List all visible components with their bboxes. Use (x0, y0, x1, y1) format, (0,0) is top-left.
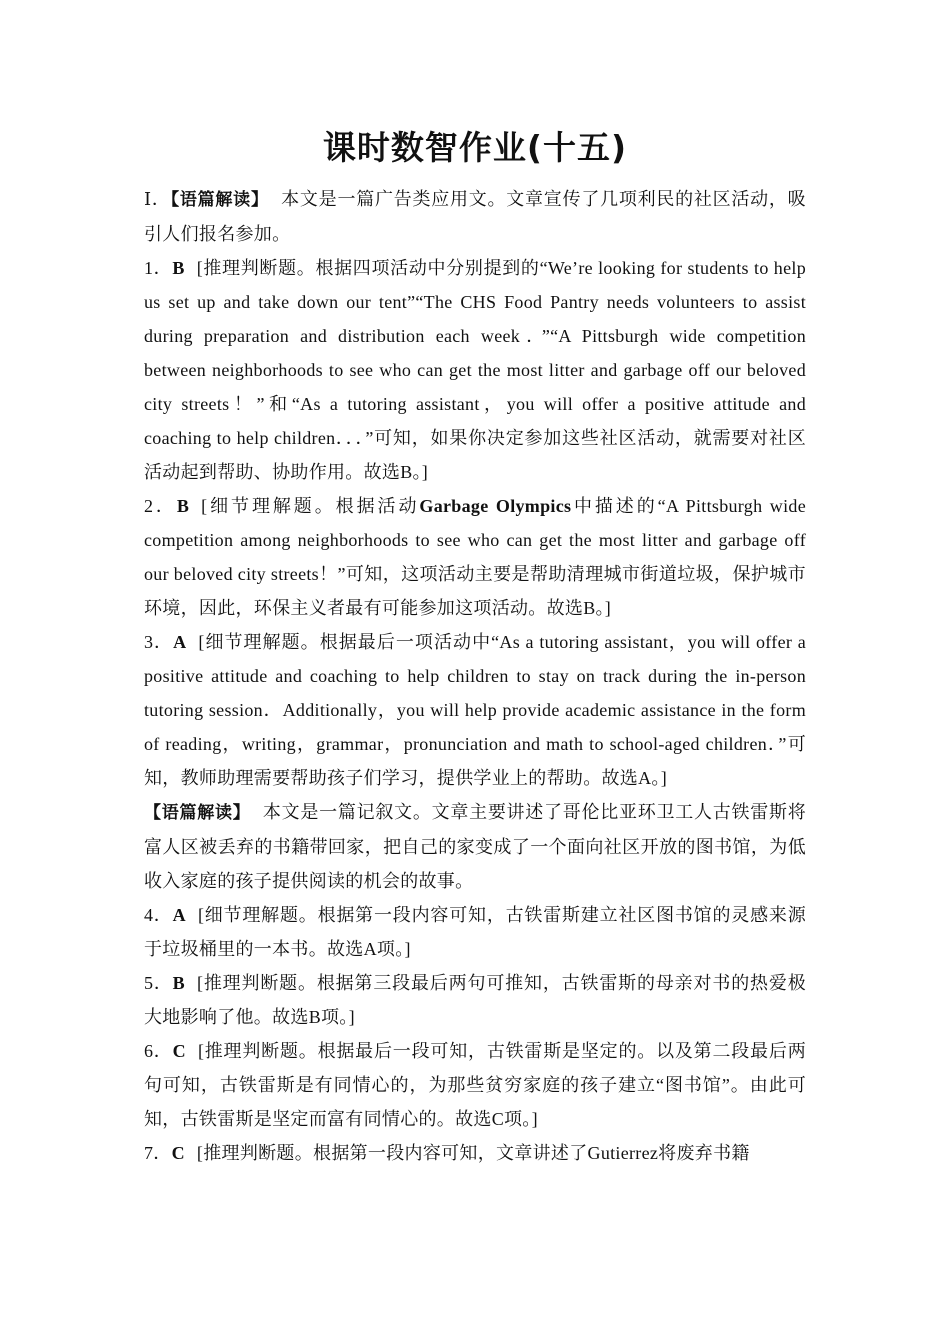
answer-5 (144, 966, 806, 1034)
answer-6 (144, 1034, 806, 1136)
answer-7-num: 7． (144, 1143, 172, 1163)
answer-5-num: 5． (144, 973, 173, 993)
answer-2-letter: B (176, 496, 190, 516)
answer-3-letter: A (173, 632, 187, 652)
section1-label: 【语篇解读】 (170, 190, 269, 210)
answer-2-text: 中描述的“A Pittsburgh wide competition among neighborhoods to see who can get the most litter and garbage off our beloved city streets！”可知，这项活动主要是帮助清理城市街道垃圾，保护城市环境，因此，环保主义者最有可能参加这项活动。故选B。] (144, 496, 806, 618)
answer-5-letter: B (172, 973, 185, 993)
answer-7 (144, 1136, 806, 1170)
answer-1-letter: B (172, 258, 185, 278)
answer-4-text: [细节理解题。根据第一段内容可知，古铁雷斯建立社区图书馆的灵感来源于垃圾桶里的一本书。故选A项。] (144, 905, 807, 959)
answer-6-text: [推理判断题。根据最后一段可知，古铁雷斯是坚定的。以及第二段最后两句可知，古铁雷斯是有同情心的，为那些贫穷家庭的孩子建立“图书馆”。由此可知，古铁雷斯是坚定而富有同情心的。故选C项。] (144, 1041, 807, 1129)
section2-text: 本文是一篇记叙文。文章主要讲述了哥伦比亚环卫工人古铁雷斯将富人区被丢弃的书籍带回家，把自己的家变成了一个面向社区开放的图书馆，为低收入家庭的孩子提供阅读的机会的故事。 (144, 802, 806, 891)
document-page (144, 118, 806, 1170)
answer-4-num: 4． (144, 905, 173, 925)
answer-1-num: 1． (144, 258, 173, 278)
answer-3-num: 3． (144, 632, 174, 652)
answer-1-text: [推理判断题。根据四项活动中分别提到的“We’re looking for students to help us set up and take down our tent”“The CHS Food Pantry needs volunteers to assist during preparation and distribution each week．”“A Pittsburgh wide competition between neighborhoods to see who can get the most litter and garbage off our beloved city streets！”和“As a tutoring assistant，you will offer a positive attitude and coaching to help children．．．”可知，如果你决定参加这些社区活动，就需要对社区活动起到帮助、协助作用。故选B。] (144, 258, 806, 482)
answer-5-text: [推理判断题。根据第三段最后两句可推知，古铁雷斯的母亲对书的热爱极大地影响了他。故选B项。] (144, 973, 806, 1027)
section2-intro (144, 795, 806, 898)
section1-intro (144, 182, 806, 251)
answer-2-bold: Garbage Olympics (419, 496, 572, 516)
answer-3-text: [细节理解题。根据最后一项活动中“As a tutoring assistant，you will offer a positive attitude and coaching to help children to stay on track during the in-person tutoring session．Additionally，you will help provide academic assistance in the form of reading，writing，grammar，pronunciation and math to school-aged children．”可知，教师助理需要帮助孩子们学习，提供学业上的帮助。故选A。] (144, 632, 806, 788)
answer-6-num: 6． (144, 1041, 173, 1061)
answer-2 (144, 489, 806, 625)
answer-6-letter: C (172, 1041, 186, 1061)
answer-2-pre: [细节理解题。根据活动 (201, 496, 420, 516)
answer-7-letter: C (171, 1143, 185, 1163)
answer-4-letter: A (172, 905, 186, 925)
page-title: 课时数智作业(十五) (322, 128, 628, 167)
section1-text: 本文是一篇广告类应用文。文章宣传了几项利民的社区活动，吸引人们报名参加。 (144, 189, 806, 244)
answer-2-num: 2． (144, 496, 177, 516)
answer-3 (144, 625, 806, 795)
section2-label: 【语篇解读】 (144, 803, 251, 823)
answer-4 (144, 898, 806, 966)
answer-7-text: [推理判断题。根据第一段内容可知，文章讲述了Gutierrez将废弃书籍 (196, 1143, 750, 1163)
answer-1 (144, 251, 806, 489)
section1-roman: Ⅰ． (144, 189, 171, 209)
